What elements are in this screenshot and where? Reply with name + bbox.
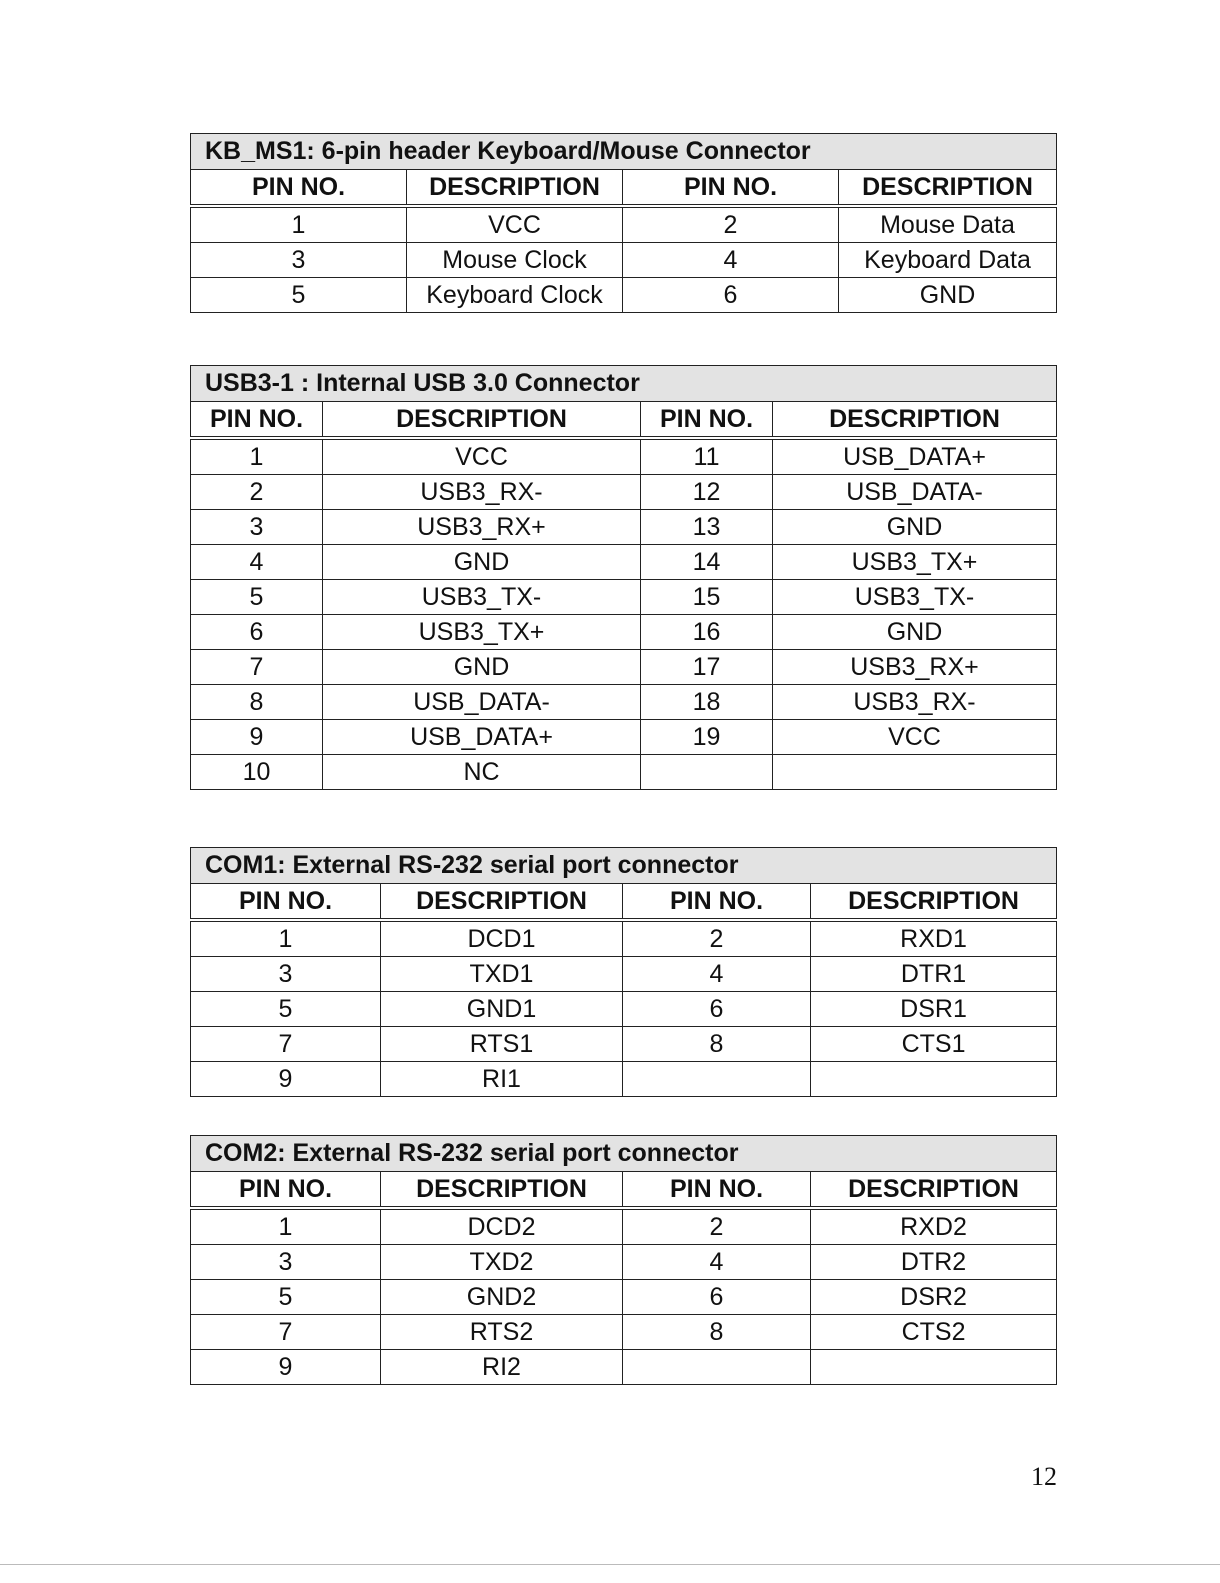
table-row <box>191 685 1057 720</box>
usb3-1-pin-table <box>190 365 1057 790</box>
table-cell: 6 <box>623 992 811 1027</box>
table-row <box>191 1027 1057 1062</box>
table-cell: USB3_RX+ <box>323 510 641 545</box>
table-cell: 7 <box>191 1027 381 1062</box>
table-row <box>191 1350 1057 1385</box>
table-cell: 8 <box>191 685 323 720</box>
table-cell <box>623 1062 811 1097</box>
table-cell: RXD2 <box>811 1208 1057 1245</box>
table-cell: 11 <box>641 438 773 475</box>
column-header: DESCRIPTION <box>839 170 1057 207</box>
table-cell: 3 <box>191 1245 381 1280</box>
column-header: PIN NO. <box>191 1172 381 1209</box>
table-cell: VCC <box>773 720 1057 755</box>
table-row <box>191 580 1057 615</box>
column-header: DESCRIPTION <box>323 402 641 439</box>
table-cell: 10 <box>191 755 323 790</box>
table-cell: 3 <box>191 243 407 278</box>
table-cell: 2 <box>623 206 839 243</box>
table-row <box>191 438 1057 475</box>
table-cell: USB_DATA- <box>773 475 1057 510</box>
table-cell: RTS2 <box>381 1315 623 1350</box>
table-cell: 1 <box>191 438 323 475</box>
column-header: DESCRIPTION <box>381 884 623 921</box>
table-cell: 6 <box>191 615 323 650</box>
com2-pin-table <box>190 1135 1057 1385</box>
table-cell: 1 <box>191 206 407 243</box>
kb-ms1-pin-table <box>190 133 1057 313</box>
column-header: DESCRIPTION <box>773 402 1057 439</box>
table-cell: 9 <box>191 1062 381 1097</box>
table-cell <box>641 755 773 790</box>
table-cell: TXD1 <box>381 957 623 992</box>
table-title: COM1: External RS-232 serial port connector <box>191 848 1057 884</box>
table-cell: DSR2 <box>811 1280 1057 1315</box>
table-cell: GND2 <box>381 1280 623 1315</box>
table-cell: 9 <box>191 1350 381 1385</box>
table-row <box>191 206 1057 243</box>
table-row <box>191 1062 1057 1097</box>
table-cell: 1 <box>191 920 381 957</box>
table-cell: 2 <box>191 475 323 510</box>
table-row <box>191 1245 1057 1280</box>
table-cell: 19 <box>641 720 773 755</box>
table-row <box>191 545 1057 580</box>
table-row <box>191 243 1057 278</box>
page-number: 12 <box>1031 1462 1057 1491</box>
table-cell: 5 <box>191 1280 381 1315</box>
table-cell: 17 <box>641 650 773 685</box>
table-cell: 4 <box>623 1245 811 1280</box>
table-cell: 5 <box>191 278 407 313</box>
table-cell: RI2 <box>381 1350 623 1385</box>
column-header: PIN NO. <box>623 884 811 921</box>
table-cell: 1 <box>191 1208 381 1245</box>
table-cell: USB_DATA+ <box>323 720 641 755</box>
table-cell: GND1 <box>381 992 623 1027</box>
table-cell: 4 <box>191 545 323 580</box>
table-cell: CTS2 <box>811 1315 1057 1350</box>
table-cell: 18 <box>641 685 773 720</box>
table-cell: DSR1 <box>811 992 1057 1027</box>
table-cell: 3 <box>191 957 381 992</box>
table-cell: VCC <box>323 438 641 475</box>
table-cell: RI1 <box>381 1062 623 1097</box>
table-cell: 15 <box>641 580 773 615</box>
column-header: DESCRIPTION <box>811 1172 1057 1209</box>
table-cell: GND <box>773 615 1057 650</box>
table-cell <box>811 1350 1057 1385</box>
table-row <box>191 278 1057 313</box>
column-header: DESCRIPTION <box>381 1172 623 1209</box>
column-header: PIN NO. <box>191 402 323 439</box>
table-cell: DCD1 <box>381 920 623 957</box>
table-cell: GND <box>323 545 641 580</box>
table-cell: USB3_RX+ <box>773 650 1057 685</box>
table-row <box>191 720 1057 755</box>
table-cell: 5 <box>191 992 381 1027</box>
table-cell: 2 <box>623 920 811 957</box>
table-cell: 6 <box>623 1280 811 1315</box>
table-cell: 12 <box>641 475 773 510</box>
table-title: KB_MS1: 6-pin header Keyboard/Mouse Connector <box>191 134 1057 170</box>
table-cell: DCD2 <box>381 1208 623 1245</box>
table-row <box>191 920 1057 957</box>
table-cell: RTS1 <box>381 1027 623 1062</box>
table-cell: USB_DATA+ <box>773 438 1057 475</box>
column-header: DESCRIPTION <box>811 884 1057 921</box>
table-cell: 7 <box>191 650 323 685</box>
table-row <box>191 755 1057 790</box>
table-cell: USB3_TX+ <box>323 615 641 650</box>
table-cell: RXD1 <box>811 920 1057 957</box>
table-cell: 9 <box>191 720 323 755</box>
table-cell: 2 <box>623 1208 811 1245</box>
table-cell: 13 <box>641 510 773 545</box>
table-row <box>191 615 1057 650</box>
table-cell: Mouse Data <box>839 206 1057 243</box>
column-header: PIN NO. <box>191 170 407 207</box>
column-header: PIN NO. <box>623 1172 811 1209</box>
table-row <box>191 992 1057 1027</box>
table-cell: USB3_RX- <box>323 475 641 510</box>
table-cell: TXD2 <box>381 1245 623 1280</box>
table-cell: 8 <box>623 1315 811 1350</box>
table-cell: 3 <box>191 510 323 545</box>
table-row <box>191 650 1057 685</box>
table-cell <box>811 1062 1057 1097</box>
table-cell: 4 <box>623 957 811 992</box>
column-header: PIN NO. <box>623 170 839 207</box>
table-cell: CTS1 <box>811 1027 1057 1062</box>
table-title: COM2: External RS-232 serial port connector <box>191 1136 1057 1172</box>
table-cell: VCC <box>407 206 623 243</box>
table-cell: Keyboard Data <box>839 243 1057 278</box>
table-cell: 6 <box>623 278 839 313</box>
table-cell: 7 <box>191 1315 381 1350</box>
column-header: PIN NO. <box>191 884 381 921</box>
table-title: USB3-1 : Internal USB 3.0 Connector <box>191 366 1057 402</box>
com1-pin-table <box>190 847 1057 1097</box>
table-cell: 16 <box>641 615 773 650</box>
table-cell: Mouse Clock <box>407 243 623 278</box>
table-cell: USB3_TX- <box>323 580 641 615</box>
table-cell: GND <box>839 278 1057 313</box>
table-cell: USB3_TX- <box>773 580 1057 615</box>
table-cell: 14 <box>641 545 773 580</box>
table-row <box>191 1208 1057 1245</box>
table-cell: GND <box>773 510 1057 545</box>
table-cell: USB3_TX+ <box>773 545 1057 580</box>
column-header: PIN NO. <box>641 402 773 439</box>
table-cell: NC <box>323 755 641 790</box>
table-cell: DTR2 <box>811 1245 1057 1280</box>
table-row <box>191 957 1057 992</box>
table-cell: DTR1 <box>811 957 1057 992</box>
table-cell: USB3_RX- <box>773 685 1057 720</box>
table-cell <box>773 755 1057 790</box>
table-row <box>191 1280 1057 1315</box>
table-cell: USB_DATA- <box>323 685 641 720</box>
column-header: DESCRIPTION <box>407 170 623 207</box>
table-cell: 8 <box>623 1027 811 1062</box>
page-bottom-divider <box>0 1564 1220 1565</box>
table-cell: 5 <box>191 580 323 615</box>
table-cell: Keyboard Clock <box>407 278 623 313</box>
table-cell <box>623 1350 811 1385</box>
table-cell: GND <box>323 650 641 685</box>
table-row <box>191 475 1057 510</box>
table-cell: 4 <box>623 243 839 278</box>
table-row <box>191 510 1057 545</box>
table-row <box>191 1315 1057 1350</box>
